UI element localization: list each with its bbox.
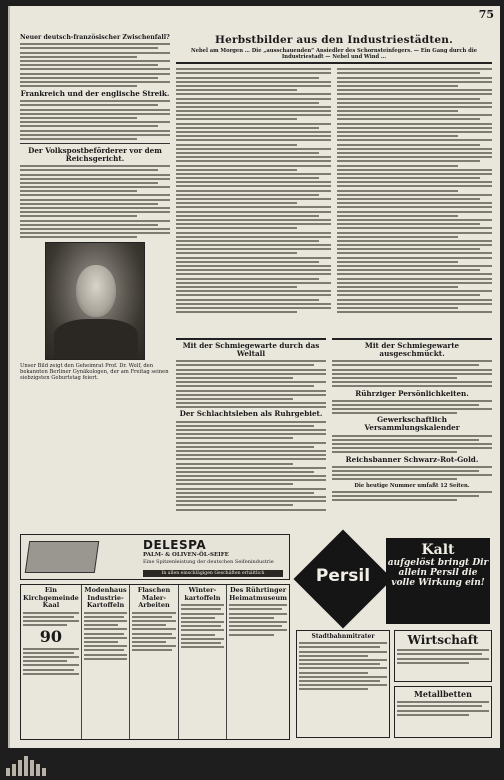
portrait-photo: [45, 242, 145, 360]
wirtschaft-ad: Wirtschaft: [394, 630, 492, 682]
photo-caption: Unser Bild zeigt den Geheimrat Prof. Dr. Wolf, den bekannten Berliner Gynäkologen, der am Freitag seinen siebzigsten Geburtstag feiert.: [20, 363, 169, 382]
main-subheadline: Nebel am Morgen … Die „ausschauenden“ Ansiedler des Schornsteinfegers. — Ein Gang durch die Industriestadt — Nebel und Wind …: [190, 48, 478, 60]
article-title: Rührziger Persönlichkeiten.: [355, 388, 469, 398]
metallbetten-ad: Metallbetten: [394, 686, 492, 738]
article-title: Gewerkschaftlich Versammlungskalender: [364, 415, 460, 433]
viewer-footer: [0, 752, 504, 780]
library-logo-icon: [6, 756, 46, 776]
persil-ad: [296, 534, 492, 626]
mid-right-articles: [332, 336, 492, 531]
small-ad: Des Rührtinger Heimatmuseum: [227, 585, 289, 739]
left-column: [20, 34, 170, 534]
main-article: [176, 34, 492, 334]
small-ad: Modenhaus Industrie-Kartoffeln: [82, 585, 130, 739]
soap-package-icon: [25, 541, 99, 573]
persil-brand: Persil: [315, 566, 371, 586]
article-title: Reichsbanner Schwarz-Rot-Gold.: [345, 454, 479, 464]
main-headline: Herbstbilder aus den Industriestädten.: [215, 34, 453, 46]
small-ad: Winter-kartoffeln: [179, 585, 227, 739]
article-title: Neuer deutsch-französischer Zwischenfall?: [20, 34, 170, 41]
small-ad: Flaschen Maler-Arbeiten: [130, 585, 178, 739]
article-title: Mit der Schmiegewarte ausgeschmückt.: [364, 341, 460, 358]
article-title: Der Volkspostbeförderer vor dem Reichsgericht.: [28, 145, 162, 163]
issue-note: Die heutige Nummer umfaßt 12 Seiten.: [354, 482, 470, 489]
article-title: Frankreich und der englische Streik.: [20, 89, 170, 99]
stadtbahn-ad: Stadtbahnmitrater: [296, 630, 390, 738]
delespa-ad: DELESPA PALM- & OLIVEN-ÖL-SEIFE Eine Spitzenleistung der deutschen Seifenindustrie In allen einschlägigen Geschäften erhältlich: [20, 534, 290, 580]
small-ad: Ein Kirchgemeinde Kaal 90: [21, 585, 82, 739]
small-ads-grid: [20, 584, 290, 740]
persil-slogan-box: Kalt aufgelöst bringt Dir allein Persil die volle Wirkung ein!: [386, 538, 490, 624]
newspaper-page: [8, 6, 500, 748]
advertisement-section: [20, 534, 492, 742]
delespa-brand: DELESPA: [143, 538, 207, 552]
mid-left-articles: [176, 336, 326, 531]
article-title: Mit der Schmiegewarte durch das Weltall: [182, 341, 320, 358]
page-number: 75: [478, 8, 494, 21]
article-title: Der Schlachtsleben als Ruhrgebiet.: [179, 409, 323, 419]
right-ads: [296, 630, 492, 740]
article-body: [176, 66, 492, 315]
